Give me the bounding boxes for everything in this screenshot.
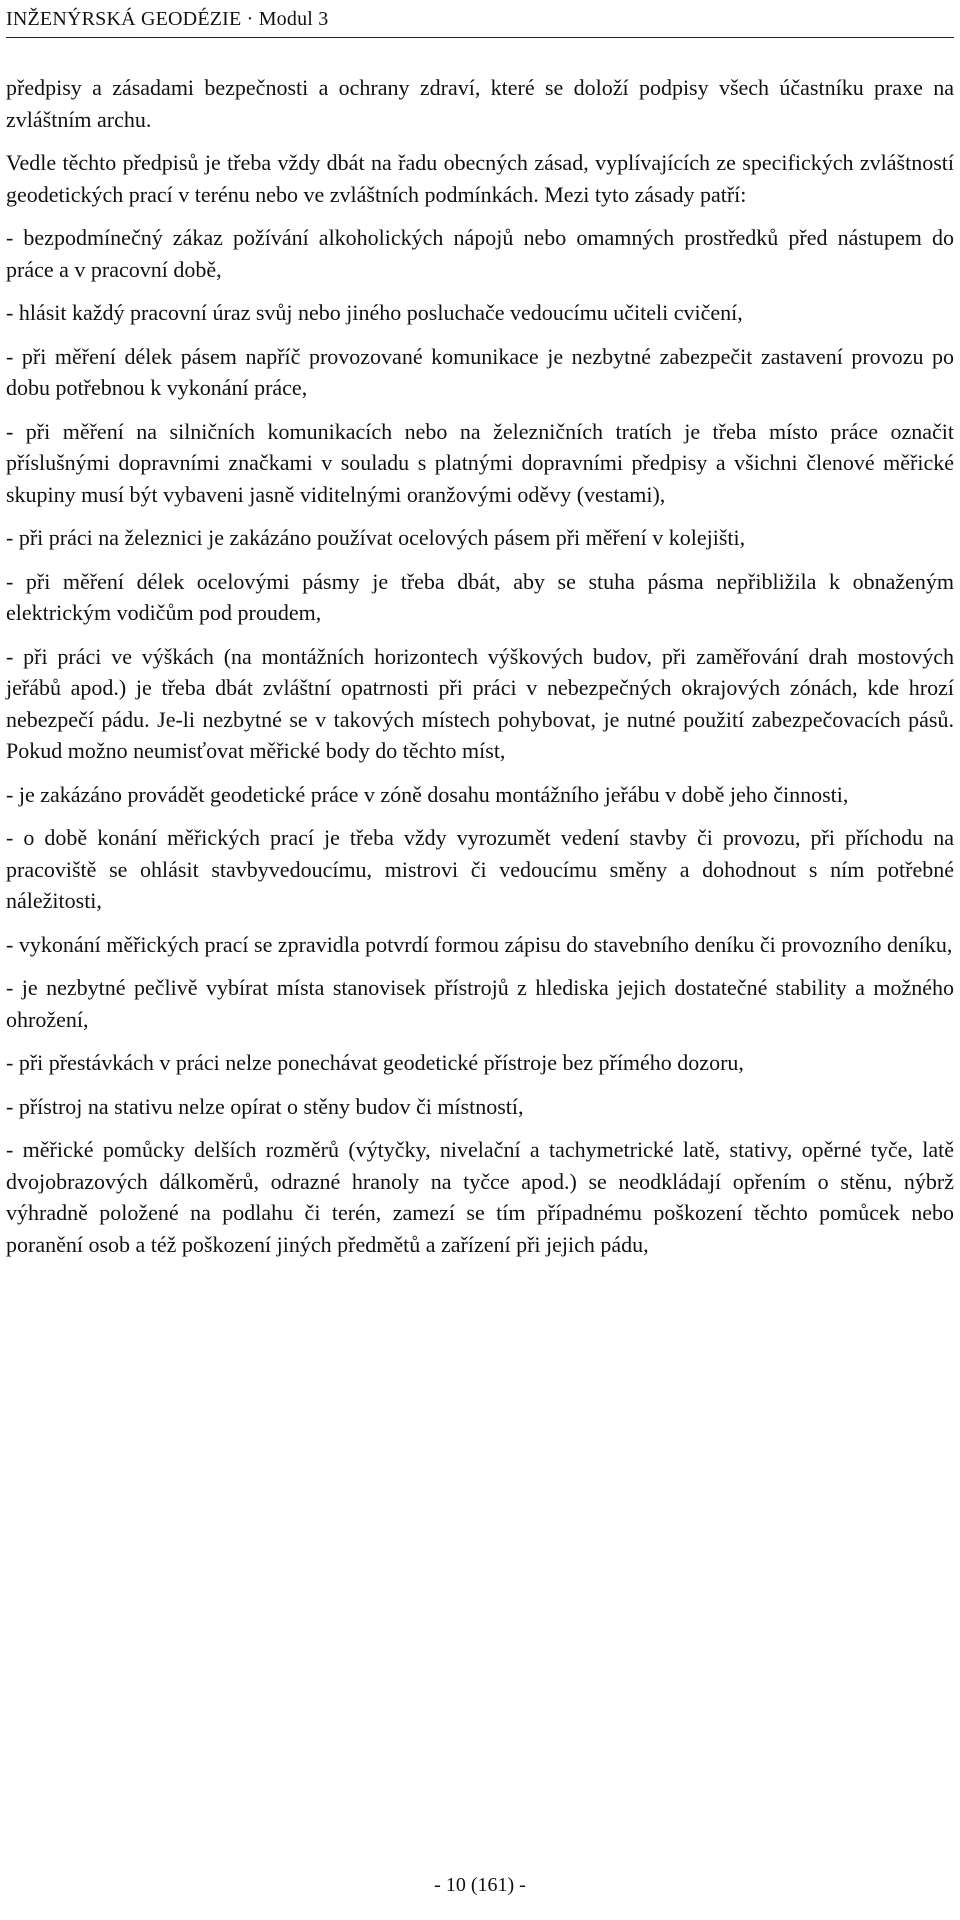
list-item: - hlásit každý pracovní úraz svůj nebo jiného posluchače vedoucímu učiteli cvičení, (6, 300, 743, 325)
list-item: - při práci na železnici je zakázáno používat ocelových pásem při měření v kolejišti, (6, 525, 746, 550)
page-body (6, 72, 954, 1272)
list-item: - při měření délek pásem napříč provozované komunikace je nezbytné zabezpečit zastavení provozu po dobu potřebnou k vykonání práce, (6, 343, 954, 400)
list-item: - je zakázáno provádět geodetické práce v zóně dosahu montážního jeřábu v době jeho činnosti, (6, 781, 849, 807)
page-number: - 10 (161) - (434, 1874, 526, 1896)
running-header (6, 4, 954, 38)
header-title: INŽENÝRSKÁ GEODÉZIE · Modul 3 (6, 8, 329, 30)
list-item: - o době konání měřických prací je třeba vždy vyrozumět vedení stavby či provozu, při příchodu na pracoviště se ohlásit stavbyvedoucímu, mistrovi či vedoucímu směny a dohodnout s ním potřebné náležitosti, (6, 825, 954, 913)
list-item: - bezpodmínečný zákaz požívání alkoholických nápojů nebo omamných prostředků před nástupem do práce a v pracovní době, (6, 225, 954, 282)
list-item: - při měření na silničních komunikacích nebo na železničních tratích je třeba místo práce označit příslušnými dopravními značkami v souladu s platnými dopravními předpisy a všichni členové měřické skupiny musí být vybaveni jasně viditelnými oranžovými oděvy (vestami), (6, 418, 954, 507)
paragraph: Vedle těchto předpisů je třeba vždy dbát na řadu obecných zásad, vyplívajících ze specifických zvláštností geodetických prací v terénu nebo ve zvláštních podmínkách. Mezi tyto zásady patří: (6, 150, 954, 207)
paragraph: předpisy a zásadami bezpečnosti a ochrany zdraví, které se doloží podpisy všech účastníku praxe na zvláštním archu. (6, 75, 954, 132)
list-item: - při měření délek ocelovými pásmy je třeba dbát, aby se stuha pásma nepřibližila k obnaženým elektrickým vodičům pod proudem, (6, 568, 954, 625)
list-item: - vykonání měřických prací se zpravidla potvrdí formou zápisu do stavebního deníku či provozního deníku, (6, 931, 953, 957)
list-item: - přístroj na stativu nelze opírat o stěny budov či místností, (6, 1093, 524, 1119)
list-item: - měřické pomůcky delších rozměrů (výtyčky, nivelační a tachymetrické latě, stativy, opěrné tyče, latě dvojobrazových dálkoměrů, odrazné hranoly na tyčce apod.) se neodkládají opřením o stěnu, nýbrž výhradně položené na podlahu či terén, zamezí se tím případnému poškození těchto pomůcek nebo poranění osob a též poškození jiných předmětů a zařízení při jejich pádu, (6, 1137, 954, 1257)
list-item: - při přestávkách v práci nelze ponechávat geodetické přístroje bez přímého dozoru, (6, 1050, 744, 1075)
list-item: - při práci ve výškách (na montážních horizontech výškových budov, při zaměřování drah mostových jeřábů apod.) je třeba dbát zvláštní opatrnosti při práci v nebezpečných okrajových zónách, kde hrozí nebezpečí pádu. Je-li nezbytné se v takových místech pohybovat, je nutné použití zabezpečovacích pásů. Pokud možno neumisťovat měřické body do těchto míst, (6, 643, 954, 763)
page-footer (0, 1870, 960, 1900)
list-item: - je nezbytné pečlivě vybírat místa stanovisek přístrojů z hlediska jejich dostatečné stability a možného ohrožení, (6, 975, 954, 1032)
